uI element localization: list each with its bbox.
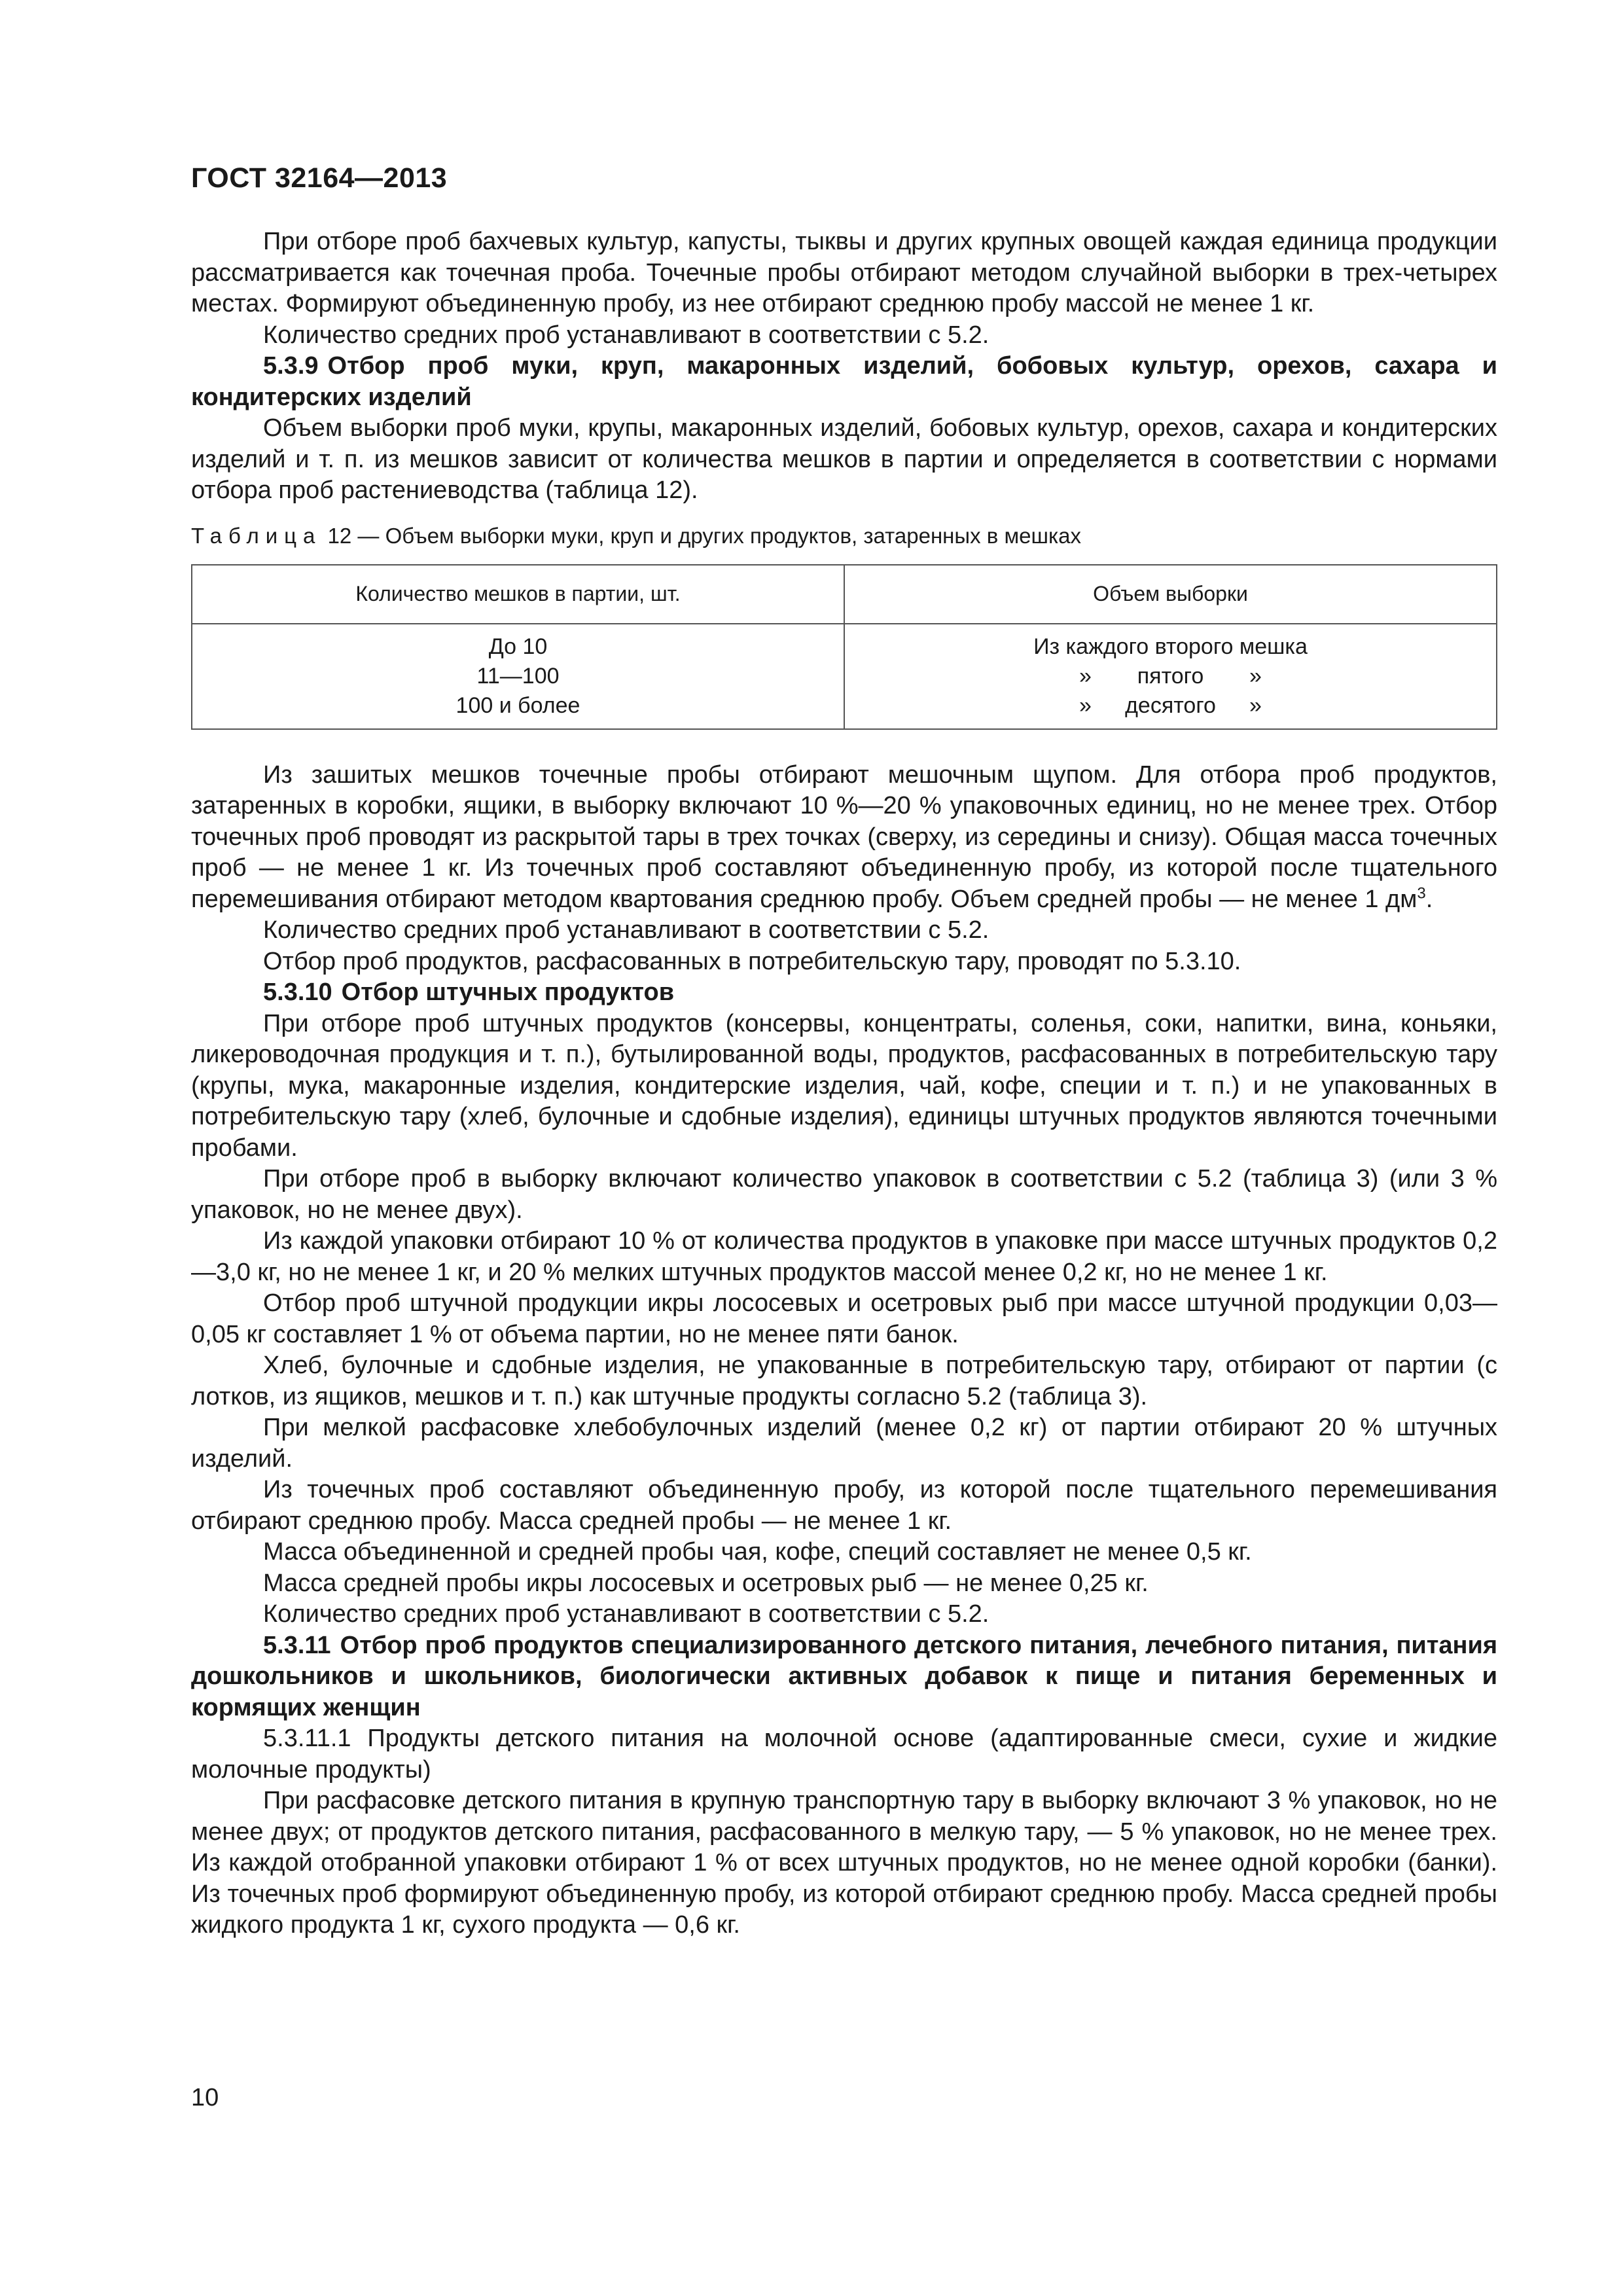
table-row (192, 624, 1497, 729)
table-header-row (192, 565, 1497, 624)
paragraph-text: Из зашитых мешков точечные пробы отбирают мешочным щупом. Для отбора проб продуктов, затаренных в коробки, ящики, в выборку включают 10 %—20 % упаковочных единиц, но не менее трех. Отбор точечных проб проводят из раскрытой тары в трех точках (сверху, из середины и снизу). Общая масса точечных проб — не менее 1 кг. Из точечных проб составляют объединенную пробу, из которой после тщательного перемешивания отбирают методом квартования среднюю пробу. Объем средней пробы — не менее 1 дм (191, 761, 1497, 913)
cell-line (845, 691, 1496, 721)
table-header-cell: Объем выборки (844, 565, 1497, 624)
paragraph: Объем выборки проб муки, крупы, макаронных изделий, бобовых культур, орехов, сахара и кондитерских изделий и т. п. из мешков зависит от количества мешков в партии и определяется в соответствии с нормами отбора проб растениеводства (таблица 12). (191, 414, 1497, 504)
table-caption-label: Таблица (191, 523, 322, 548)
superscript: 3 (1417, 884, 1426, 902)
section-heading-5-3-10 (191, 977, 1497, 1009)
paragraph: При отборе проб в выборку включают количество упаковок в соответствии с 5.2 (таблица 3) (или 3 % упаковок, но не менее двух). (191, 1165, 1497, 1224)
section-number: 5.3.11 (263, 1631, 331, 1659)
page-body (191, 226, 1497, 1941)
table-12 (191, 564, 1497, 730)
paragraph: При мелкой расфасовке хлебобулочных изделий (менее 0,2 кг) от партии отбирают 20 % штучных изделий. (191, 1414, 1497, 1473)
section-heading-5-3-11 (191, 1630, 1497, 1724)
paragraph: Количество средних проб устанавливают в соответствии с 5.2. (263, 1600, 990, 1628)
table-caption (191, 522, 1497, 550)
section-number: 5.3.9 (263, 352, 319, 380)
ditto-mark: » (1079, 663, 1092, 689)
paragraph: Хлеб, булочные и сдобные изделия, не упакованные в потребительскую тару, отбирают от партии (с лотков, из ящиков, мешков и т. п.) как штучные продукты согласно 5.2 (таблица 3). (191, 1352, 1497, 1410)
section-title: Отбор штучных продуктов (341, 978, 675, 1006)
period: . (1425, 885, 1433, 913)
cell-line: 11—100 (476, 663, 560, 689)
table-cell (192, 624, 844, 729)
section-title: Отбор проб продуктов специализированного детского питания, лечебного питания, питания дошкольников и школьников, биологически активных добавок к пище и питания беременных и кормящих женщин (191, 1631, 1497, 1721)
section-title: Отбор проб муки, круп, макаронных изделий, бобовых культур, орехов, сахара и кондитерских изделий (191, 352, 1497, 411)
paragraph: Из точечных проб составляют объединенную пробу, из которой после тщательного перемешивания отбирают среднюю пробу. Масса средней пробы — не менее 1 кг. (191, 1476, 1497, 1535)
ditto-mark: » (1079, 692, 1092, 718)
paragraph: Количество средних проб устанавливают в соответствии с 5.2. (263, 916, 990, 944)
paragraph: 5.3.11.1 Продукты детского питания на молочной основе (адаптированные смеси, сухие и жидкие молочные продукты) (191, 1725, 1497, 1784)
cell-word: пятого (1137, 663, 1204, 689)
cell-word: десятого (1125, 692, 1216, 718)
table-header-cell: Количество мешков в партии, шт. (192, 565, 844, 624)
paragraph: Масса объединенной и средней пробы чая, кофе, специй составляет не менее 0,5 кг. (263, 1538, 1252, 1566)
paragraph: При отборе проб бахчевых культур, капусты, тыквы и других крупных овощей каждая единица продукции рассматривается как точечная проба. Точечные пробы отбирают методом случайной выборки в трех-четырех местах. Формируют объединенную пробу, из нее отбирают среднюю пробу массой не менее 1 кг. (191, 228, 1497, 317)
paragraph: Из каждой упаковки отбирают 10 % от количества продуктов в упаковке при массе штучных продуктов 0,2—3,0 кг, но не менее 1 кг, и 20 % мелких штучных продуктов массой менее 0,2 кг, но не менее 1 кг. (191, 1227, 1497, 1286)
cell-line: 100 и более (455, 692, 580, 718)
paragraph: Отбор проб штучной продукции икры лососевых и осетровых рыб при массе штучной продукции 0,03—0,05 кг составляет 1 % от объема партии, но не менее пяти банок. (191, 1289, 1497, 1348)
page-number: 10 (191, 2084, 219, 2111)
paragraph: При отборе проб штучных продуктов (консервы, концентраты, соленья, соки, напитки, вина, коньяки, ликероводочная продукция и т. п.), бутылированной воды, продуктов, расфасованных в потребительскую тару (крупы, мука, макаронные изделия, кондитерские изделия, чай, кофе, специи и т. п.) и не упакованных в потребительскую тару (хлеб, булочные и сдобные изделия), единицы штучных продуктов являются точечными пробами. (191, 1009, 1497, 1162)
paragraph: Масса средней пробы икры лососевых и осетровых рыб — не менее 0,25 кг. (263, 1569, 1149, 1597)
table-cell (844, 624, 1497, 729)
paragraph: Отбор проб продуктов, расфасованных в потребительскую тару, проводят по 5.3.10. (263, 947, 1241, 975)
ditto-mark: » (1249, 663, 1262, 689)
cell-line: Из каждого второго мешка (1033, 634, 1308, 659)
section-number: 5.3.10 (263, 978, 332, 1006)
paragraph: При расфасовке детского питания в крупную транспортную тару в выборку включают 3 % упаковок, но не менее двух; от продуктов детского питания, расфасованного в мелкую тару, — 5 % упаковок, но не менее трех. Из каждой отобранной упаковки отбирают 1 % от всех штучных продуктов, но не менее одной коробки (банки). Из точечных проб формируют объединенную пробу, из которой отбирают среднюю пробу. Масса средней пробы жидкого продукта 1 кг, сухого продукта — 0,6 кг. (191, 1787, 1497, 1939)
section-heading-5-3-9 (191, 351, 1497, 413)
ditto-mark: » (1249, 692, 1262, 718)
table-caption-text: 12 — Объем выборки муки, круп и других продуктов, затаренных в мешках (327, 523, 1082, 548)
cell-line (845, 662, 1496, 691)
paragraph (191, 760, 1497, 916)
document-header: ГОСТ 32164—2013 (191, 162, 448, 194)
cell-line: До 10 (488, 634, 548, 659)
paragraph: Количество средних проб устанавливают в соответствии с 5.2. (263, 321, 990, 349)
